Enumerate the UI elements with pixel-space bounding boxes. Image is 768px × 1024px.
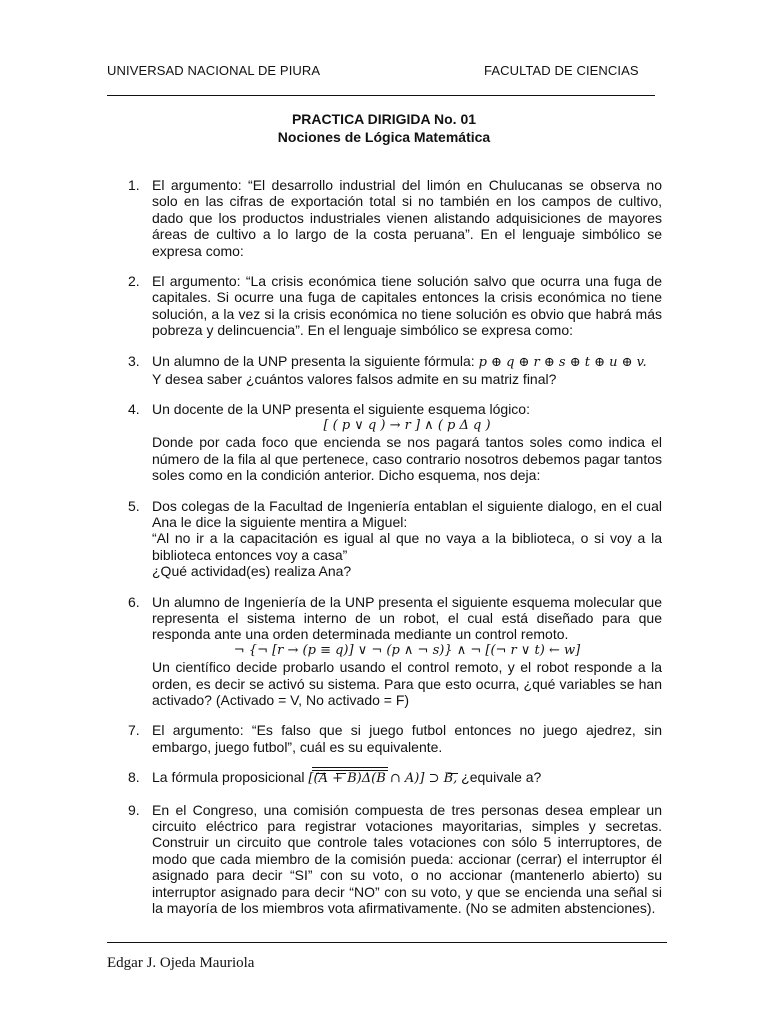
exercise-3	[128, 353, 662, 388]
exercise-number: 7.	[128, 722, 140, 739]
overline-short	[312, 770, 388, 771]
exercise-intro: Un docente de la UNP presenta el siguiente esquema lógico:	[152, 401, 530, 418]
header-divider	[107, 95, 655, 96]
exercise-number: 6.	[128, 593, 140, 610]
logic-scheme-formula: [ ( p ∨ q ) → r ] ∧ ( p Δ q )	[323, 417, 491, 433]
formula-text: [(A + B)Δ(B ∩ A)] ⊃ B,	[308, 771, 458, 787]
header-university: UNIVERSAD NACIONAL DE PIURA	[107, 63, 321, 78]
exercise-question: Y desea saber ¿cuántos valores falsos admite en su matriz final?	[152, 371, 557, 388]
exercise-text: La fórmula proposicional	[152, 769, 309, 786]
exercise-quote: “Al no ir a la capacitación es igual al que no vaya a la biblioteca, o si voy a la biblioteca entonces voy a casa”	[152, 530, 662, 563]
exercise-number: 1.	[128, 177, 140, 193]
exercise-number: 5.	[128, 497, 140, 514]
exercise-8	[128, 769, 662, 787]
exercise-number: 9.	[128, 801, 140, 818]
overline-b	[336, 773, 346, 774]
exercise-text: El argumento: “Es falso que si juego futbol entonces no juego ajedrez, sin embargo, juego futbol”, cuál es su equivalente.	[152, 722, 662, 755]
exercise-question: ¿equivale a?	[457, 769, 542, 786]
exercise-text: El argumento: “La crisis económica tiene solución salvo que ocurra una fuga de capitales. Si ocurre una fuga de capitales entonces la crisis económica no tiene solución, a la vez si la crisis económica no tiene solución es obvio que habrá más pobreza y delincuencia”. En el lenguaje simbólico se expresa como:	[152, 273, 662, 339]
footer-author: Edgar J. Ojeda Mauriola	[107, 955, 255, 971]
exercise-2	[128, 273, 662, 339]
exercise-number: 3.	[128, 352, 140, 369]
exercise-number: 2.	[128, 273, 140, 290]
exercise-list	[128, 177, 662, 930]
exercise-1	[128, 177, 662, 259]
exercise-text: Un alumno de Ingeniería de la UNP presenta el siguiente esquema molecular que representa el sistema interno de un robot, el cual está diseñado para que responda ante una orden determinada mediante un control remoto.	[152, 593, 662, 643]
overline-b-final	[448, 773, 458, 774]
overline-a	[316, 773, 326, 774]
page-title	[0, 110, 768, 146]
exercise-5	[128, 498, 662, 580]
header-faculty: FACULTAD DE CIENCIAS	[484, 63, 639, 78]
exercise-text: Dos colegas de la Facultad de Ingeniería entablan el siguiente dialogo, en el cual Ana le dice la siguiente mentira a Miguel:	[152, 497, 662, 530]
exercise-number: 4.	[128, 401, 140, 418]
propositional-formula	[308, 771, 457, 786]
footer-divider	[107, 942, 667, 943]
molecular-scheme-formula: ¬ {¬ [r → (p ≡ q)] ∨ ¬ (p ∧ ¬ s)} ∧ ¬ [(¬ r ∨ t) ← w]	[233, 642, 581, 658]
overline-long	[312, 767, 388, 768]
exercise-text-2: Un científico decide probarlo usando el control remoto, y el robot responde a la orden, es decir se activó su sistema. Para que esto ocurra, ¿qué variables se han activado? (Activado = V, No activado = F)	[152, 659, 662, 708]
xor-formula: p ⊕ q ⊕ r ⊕ s ⊕ t ⊕ u ⊕ v.	[478, 354, 647, 370]
exercise-4	[128, 401, 662, 483]
exercise-text: En el Congreso, una comisión compuesta de tres personas desea emplear un circuito eléctrico para registrar votaciones mayoritarias, simples y secretas. Construir un circuito que controle tales votaciones con sólo 5 interruptores, de modo que cada miembro de la comisión pueda: accionar (cerrar) el interruptor él asignado para decir “SI” con su voto, o no accionar (mantenerlo abierto) su interruptor asignado para decir “NO” con su voto, y que se encienda una señal si la mayoría de los miembros vota afirmativamente. (No se admiten abstenciones).	[152, 801, 662, 917]
exercise-text: Un alumno de la UNP presenta la siguiente fórmula:	[152, 352, 479, 369]
title-line-2: Nociones de Lógica Matemática	[277, 129, 491, 145]
exercise-7	[128, 722, 662, 755]
exercise-text: El argumento: “El desarrollo industrial del limón en Chulucanas se observa no solo en las cifras de exportación total si no también en los campos de cultivo, dado que los productos industriales vienen alistando adquisiciones de mayores áreas de cultivo a lo largo de la costa peruana”. En el lenguaje simbólico se expresa como:	[152, 177, 662, 259]
exercise-text: Donde por cada foco que encienda se nos pagará tantos soles como indica el número de la fila al que pertenece, caso contrario nosotros debemos pagar tantos soles como en la condición anterior. Dicho esquema, nos deja:	[152, 434, 662, 484]
exercise-9	[128, 802, 662, 917]
exercise-6	[128, 594, 662, 709]
exercise-question: ¿Qué actividad(es) realiza Ana?	[152, 563, 352, 580]
title-line-1: PRACTICA DIRIGIDA No. 01	[291, 111, 477, 127]
exercise-number: 8.	[128, 769, 140, 786]
